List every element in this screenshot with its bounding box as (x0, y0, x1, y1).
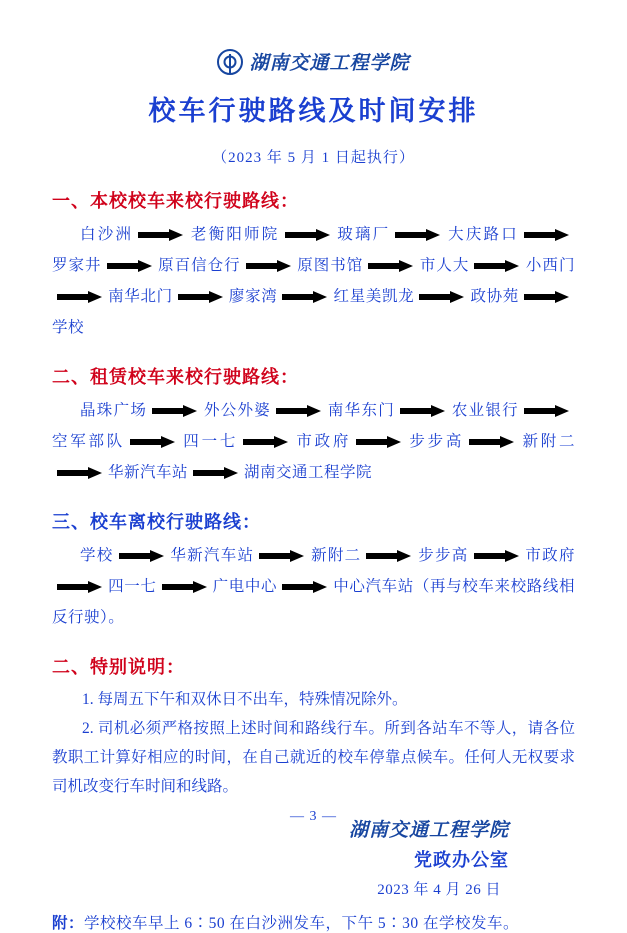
route-stop: 大庆路口 (446, 226, 519, 243)
route-stop: 华新汽车站 (169, 547, 255, 564)
section-heading-bus-leaving-campus: 三、校车离校行驶路线： (52, 512, 261, 532)
route-stop: 学校 (80, 547, 114, 564)
arrow-icon (193, 467, 239, 479)
arrow-icon (282, 291, 328, 303)
route-stop: 农业银行 (451, 402, 519, 419)
route-stop: 玻璃厂 (335, 226, 391, 243)
arrow-icon (400, 405, 446, 417)
header-logo (52, 48, 575, 75)
route-stop: 南华北门 (108, 288, 173, 305)
arrow-icon (162, 581, 208, 593)
route-stop: 新附二 (520, 433, 575, 450)
route-stop: 廖家湾 (228, 288, 278, 305)
attachment-text: 学校校车早上 6∶50 在白沙洲发车，下午 5∶30 在学校发车。 (84, 915, 520, 932)
arrow-icon (107, 260, 153, 272)
note-item: 2. 司机必须严格按照上述时间和路线行车。所到各站车不等人，请各位教职工计算好相应的时间，在自己就近的校车停靠点候车。任何人无权要求司机改变行车时间和线路。 (52, 720, 575, 795)
signature-institution-name: 湖南交通工程学院 (348, 820, 509, 841)
route-stop: 晶珠广场 (80, 402, 148, 419)
route-rental-bus-to-campus (52, 395, 575, 488)
arrow-icon (130, 436, 176, 448)
route-stop: 华新汽车站 (108, 464, 189, 481)
arrow-icon (474, 260, 520, 272)
institution-name: 湖南交通工程学院 (249, 53, 410, 74)
route-stop: 市人大 (419, 257, 470, 274)
page-title: 校车行驶路线及时间安排 (148, 96, 479, 126)
route-stop: 老衡阳师院 (189, 226, 280, 243)
page-subtitle: （2023 年 5 月 1 日起执行） (212, 150, 415, 166)
route-bus-leaving-campus (52, 540, 575, 633)
arrow-icon (366, 550, 412, 562)
arrow-icon (57, 581, 103, 593)
route-stop: 广电中心 (212, 578, 278, 595)
arrow-icon (524, 405, 570, 417)
arrow-icon (419, 291, 465, 303)
route-stop: 政协苑 (470, 288, 519, 305)
route-stop: 四一七 (108, 578, 157, 595)
route-stop: 步步高 (407, 433, 465, 450)
route-stop: 小西门 (525, 257, 575, 274)
arrow-icon (119, 550, 165, 562)
arrow-icon (138, 229, 184, 241)
arrow-icon (276, 405, 322, 417)
route-stop: 市政府 (524, 547, 575, 564)
special-notes-list (52, 685, 575, 801)
route-stop: 四一七 (181, 433, 239, 450)
route-stop: 原百信仓行 (157, 257, 241, 274)
route-stop: 外公外婆 (203, 402, 272, 419)
route-stop: 市政府 (294, 433, 352, 450)
arrow-icon (178, 291, 224, 303)
arrow-icon (282, 581, 328, 593)
arrow-icon (57, 291, 103, 303)
arrow-icon (469, 436, 515, 448)
route-stop: 学校 (52, 319, 85, 336)
signature-date: 2023 年 4 月 26 日 (377, 882, 501, 898)
route-stop: 湖南交通工程学院 (244, 464, 373, 481)
route-tail-note: （再与校车来校路线相反行驶）。 (52, 578, 575, 626)
route-stop: 步步高 (417, 547, 469, 564)
signature-block (52, 815, 575, 899)
route-stop: 空军部队 (52, 433, 126, 450)
arrow-icon (474, 550, 520, 562)
page-number: — 3 — (290, 809, 337, 824)
university-seal-icon (217, 49, 243, 75)
arrow-icon (524, 229, 570, 241)
arrow-icon (368, 260, 414, 272)
arrow-icon (246, 260, 292, 272)
arrow-icon (524, 291, 570, 303)
arrow-icon (395, 229, 441, 241)
route-stop: 中心汽车站 (333, 578, 414, 595)
route-stop: 红星美凯龙 (333, 288, 415, 305)
route-stop: 罗家井 (52, 257, 102, 274)
arrow-icon (259, 550, 305, 562)
arrow-icon (243, 436, 289, 448)
route-stop: 白沙洲 (80, 226, 134, 243)
arrow-icon (57, 467, 103, 479)
route-stop: 新附二 (310, 547, 362, 564)
route-stop: 原图书馆 (296, 257, 364, 274)
arrow-icon (152, 405, 198, 417)
section-heading-special-notes: 二、特别说明： (52, 657, 185, 677)
arrow-icon (356, 436, 402, 448)
note-item: 1. 每周五下午和双休日不出车，特殊情况除外。 (82, 691, 408, 708)
section-heading-rental-bus-to-campus: 二、租赁校车来校行驶路线： (52, 367, 299, 387)
attachment-row (52, 911, 575, 933)
signature-office: 党政办公室 (414, 850, 509, 870)
arrow-icon (285, 229, 331, 241)
route-school-bus-to-campus (52, 219, 575, 343)
section-heading-school-bus-to-campus: 一、本校校车来校行驶路线： (52, 191, 299, 211)
route-stop: 南华东门 (327, 402, 396, 419)
attachment-label: 附： (52, 915, 85, 932)
